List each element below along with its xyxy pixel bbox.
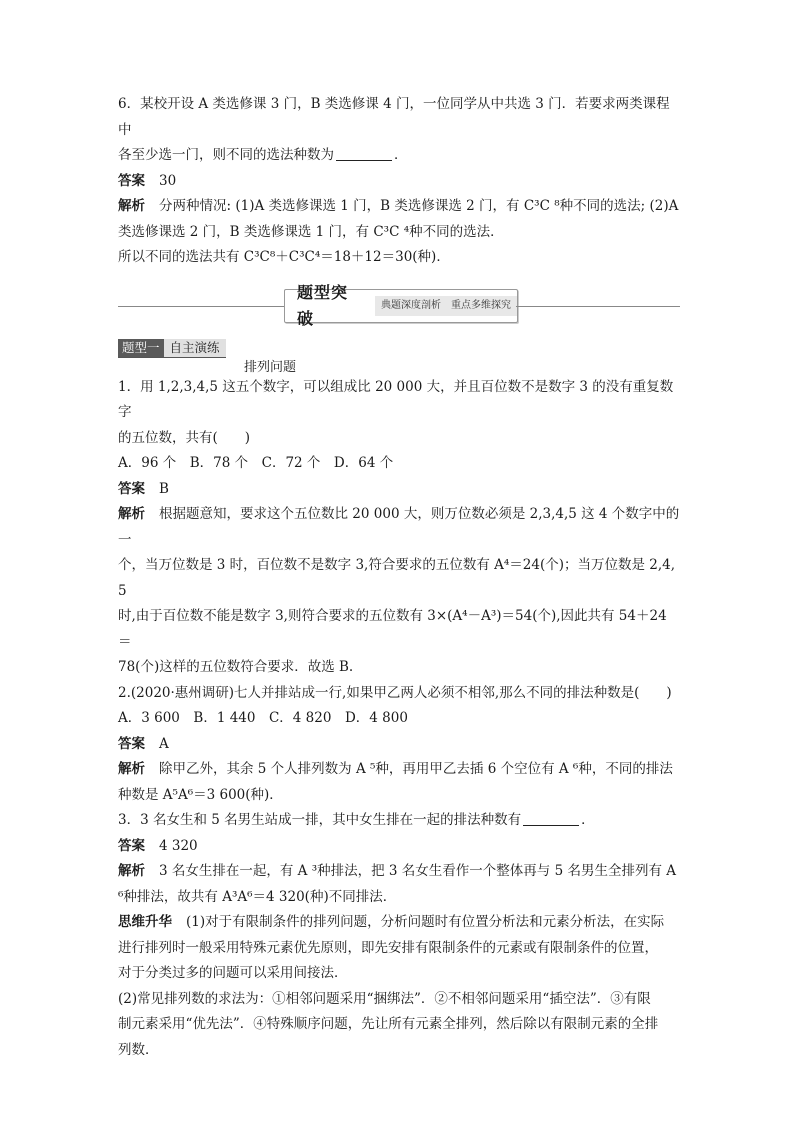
banner-rule-right <box>516 306 680 307</box>
summary-line6: 列数． <box>118 1041 159 1058</box>
answer-value: 30 <box>159 172 177 189</box>
answer-label: 答案 <box>118 735 145 752</box>
banner-title: 题型突破 <box>297 283 349 328</box>
q1-stem-line1: 1．用 1,2,3,4,5 这五个数字，可以组成比 20 000 大，并且百位数不是数字 3 的没有重复数字 <box>118 378 674 420</box>
q3-stem-end: ． <box>581 812 595 828</box>
answer-value: A <box>159 735 169 752</box>
banner-box <box>284 283 518 328</box>
answer-label: 答案 <box>118 480 145 497</box>
q6-stem-text: 各至少选一门，则不同的选法种数为 <box>118 147 334 163</box>
summary-text: (1)对于有限制条件的排列问题，分析问题时有位置分析法和元素分析法，在实际 <box>186 914 665 930</box>
q1-answer <box>118 477 680 503</box>
analysis-label: 解析 <box>118 506 145 522</box>
q6-analysis-line2: 类选修课选 2 门，B 类选修课选 1 门，有 C³C ⁴种不同的选法． <box>118 223 504 240</box>
section-tag <box>118 339 226 358</box>
q3-stem-line1 <box>118 808 680 834</box>
q1-analysis-line3: 时,由于百位数不能是数字 3,则符合要求的五位数有 3×(A⁴－A³)＝54(个),因此共有 54＋24＝ <box>118 608 667 650</box>
section-banner <box>118 283 680 328</box>
answer-label: 答案 <box>118 172 145 189</box>
q1-analysis-line4: 78(个)这样的五位数符合要求．故选 B. <box>118 659 354 675</box>
answer-blank <box>336 146 392 161</box>
analysis-text: 除甲乙外，其余 5 个人排列数为 A ⁵种，再用甲乙去插 6 个空位有 A ⁶种，不同的排法 <box>159 761 673 777</box>
analysis-label: 解析 <box>118 761 145 777</box>
analysis-label: 解析 <box>118 863 145 879</box>
q2-stem-line1: 2.(2020·惠州调研)七人并排站成一行,如果甲乙两人必须不相邻,那么不同的排法种数是( ) <box>118 684 672 701</box>
q2-analysis-line2: 种数是 A⁵A⁶＝3 600(种)． <box>118 786 283 803</box>
q6-stem-line2 <box>118 143 680 169</box>
q3-answer <box>118 834 680 860</box>
answer-label: 答案 <box>118 837 145 854</box>
banner-rule-left <box>118 306 284 307</box>
document-content <box>118 92 680 1063</box>
summary-label: 思维升华 <box>118 914 172 930</box>
q3-stem-text: 3．3 名女生和 5 名男生站成一排，其中女生排在一起的排法种数有 <box>118 812 522 828</box>
q1-analysis-line1 <box>118 502 680 553</box>
summary-line5: 制元素采用“优先法”．④特殊顺序问题，先让所有元素全排列，然后除以有限制元素的全排 <box>118 1016 659 1032</box>
analysis-text: 根据题意知，要求这个五位数比 20 000 大，则万位数必须是 2,3,4,5 这 4 个数字中的一 <box>118 506 680 548</box>
section-subtitle: 排列问题 <box>244 359 297 375</box>
q6-analysis-line3: 所以不同的选法共有 C³C⁸＋C³C⁴＝18＋12＝30(种)． <box>118 249 450 265</box>
q3-analysis-line1 <box>118 859 680 885</box>
q2-analysis-line1 <box>118 757 680 783</box>
q1-options: A．96 个 B．78 个 C．72 个 D．64 个 <box>118 455 394 471</box>
q1-stem-line2: 的五位数，共有( ) <box>118 429 251 446</box>
q6-stem-line1: 6．某校开设 A 类选修课 3 门，B 类选修课 4 门，一位同学从中共选 3 门．若要求两类课程中 <box>118 96 670 138</box>
summary-line2: 进行排列时一般采用特殊元素优先原则，即先安排有限制条件的元素或有限制条件的位置， <box>118 939 658 956</box>
analysis-text: 分两种情况: (1)A 类选修课选 1 门，B 类选修课选 2 门，有 C³C ⁸种不同的选法; (2)A <box>159 198 679 214</box>
summary-line3: 对于分类过多的问题可以采用间接法． <box>118 965 348 981</box>
analysis-text: 3 名女生排在一起，有 A ³种排法，把 3 名女生看作一个整体再与 5 名男生全排列有 A <box>159 863 677 879</box>
answer-value: B <box>159 480 169 497</box>
answer-blank <box>523 811 579 826</box>
section-tag-number: 题型一 <box>118 339 164 357</box>
q6-answer <box>118 169 680 195</box>
answer-value: 4 320 <box>159 837 198 854</box>
analysis-label: 解析 <box>118 198 145 214</box>
q6-stem-end: ． <box>394 147 408 163</box>
summary-line1 <box>118 910 680 936</box>
section-heading <box>118 339 680 375</box>
section-tag-label: 自主演练 <box>164 339 226 357</box>
banner-subtitle: 典题深度剖析 重点多维探究 <box>375 296 517 316</box>
q2-options: A．3 600 B．1 440 C．4 820 D．4 800 <box>118 710 408 726</box>
q3-analysis-line2: ⁶种排法，故共有 A³A⁶＝4 320(种)不同排法． <box>118 888 397 905</box>
summary-line4: (2)常见排列数的求法为：①相邻问题采用“捆绑法”．②不相邻问题采用“插空法”．③有限 <box>118 990 651 1007</box>
q6-analysis-line1 <box>118 194 680 220</box>
q2-answer <box>118 732 680 758</box>
q1-analysis-line2: 个，当万位数是 3 时，百位数不是数字 3,符合要求的五位数有 A⁴＝24(个)；当万位数是 2,4,5 <box>118 557 676 599</box>
